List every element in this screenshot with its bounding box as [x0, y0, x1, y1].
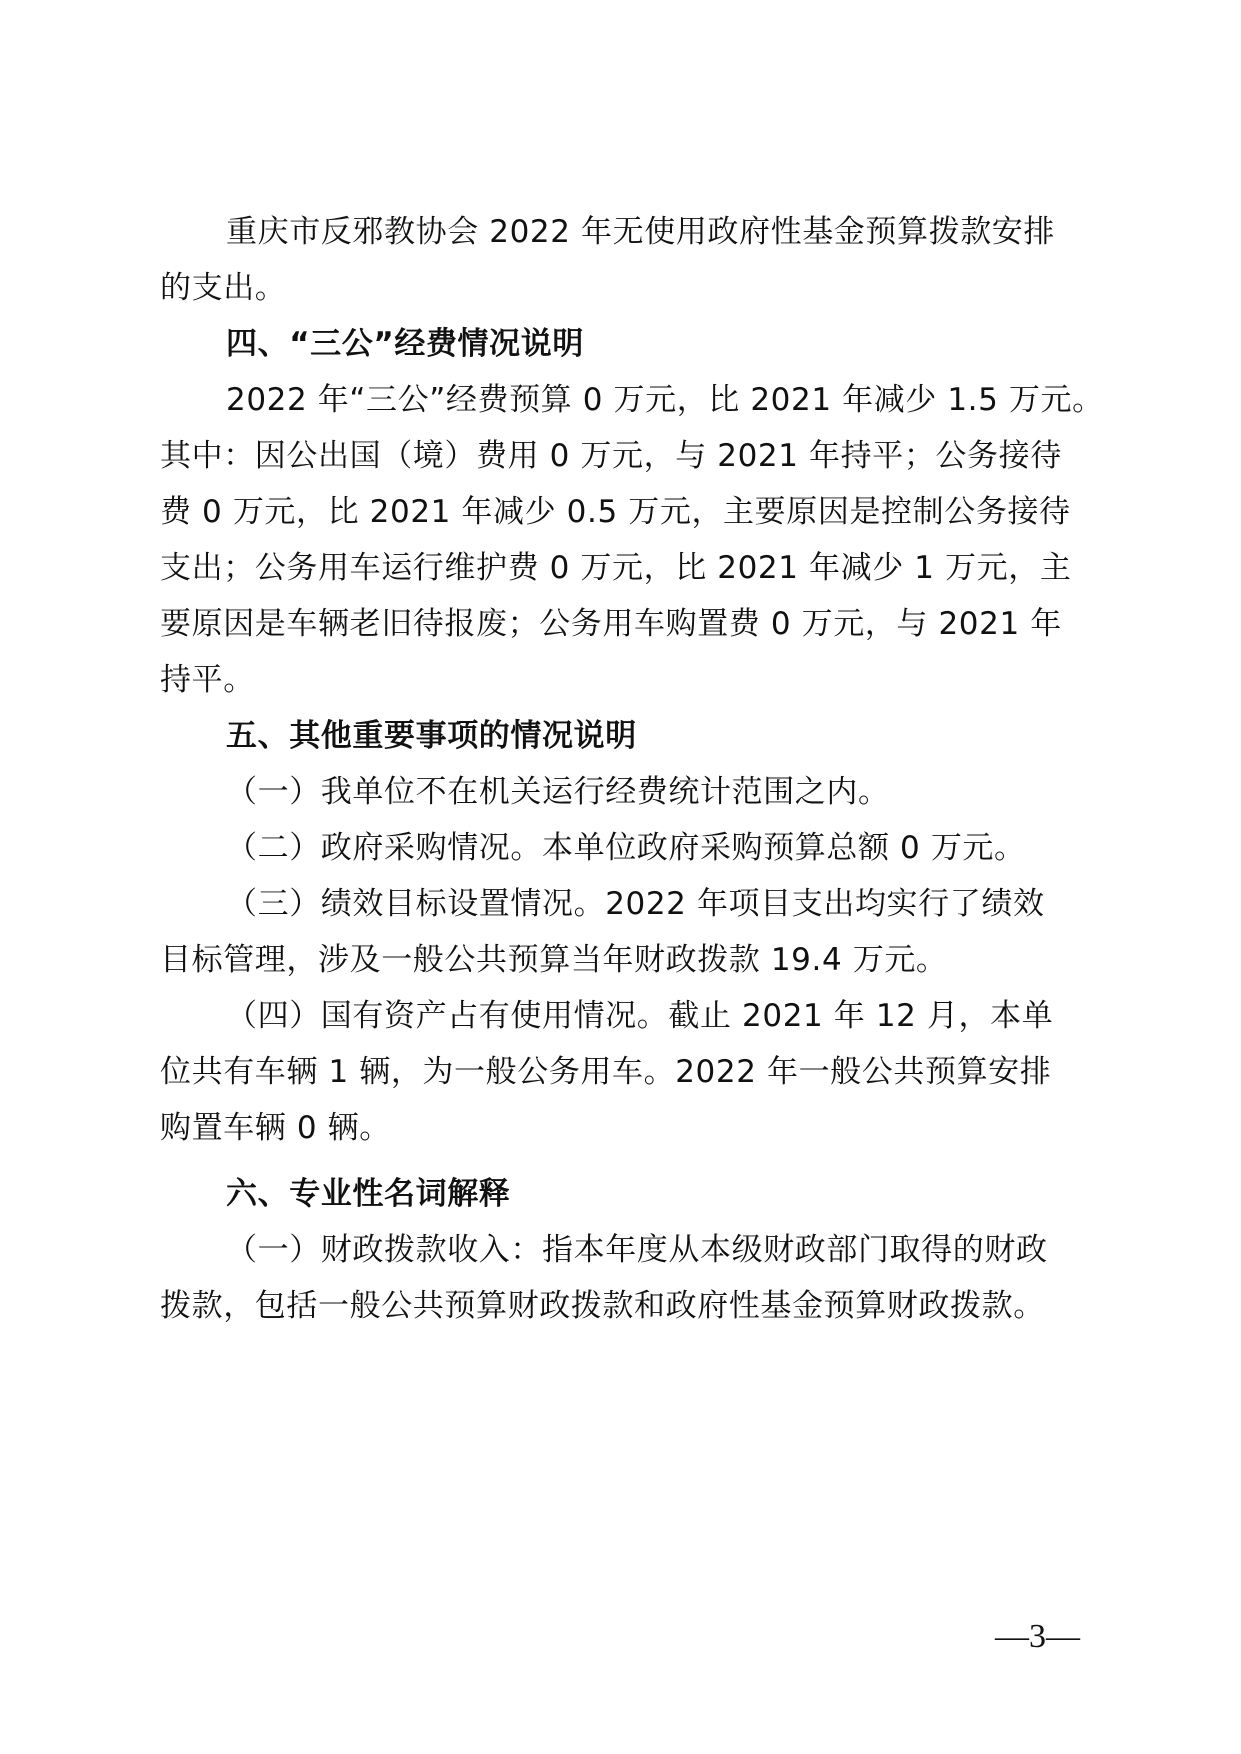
section-5-item-4-line-3: 购置车辆 0 辆。 — [160, 1110, 391, 1146]
intro-line-2: 的支出。 — [160, 270, 287, 306]
section-5-heading: 五、其他重要事项的情况说明 — [226, 718, 637, 754]
section-5-item-4-line-2: 位共有车辆 1 辆，为一般公务用车。2022 年一般公共预算安排 — [160, 1054, 1052, 1090]
section-5-item-2: （二）政府采购情况。本单位政府采购预算总额 0 万元。 — [226, 830, 1026, 866]
section-5-item-4-line-1: （四）国有资产占有使用情况。截止 2021 年 12 月，本单 — [226, 998, 1054, 1034]
section-4-line-1: 2022 年“三公”经费预算 0 万元，比 2021 年减少 1.5 万元。 — [226, 382, 1104, 418]
section-5-item-3-line-1: （三）绩效目标设置情况。2022 年项目支出均实行了绩效 — [226, 886, 1045, 922]
section-4-heading: 四、“三公”经费情况说明 — [226, 326, 584, 362]
section-6-item-1-line-2: 拨款，包括一般公共预算财政拨款和政府性基金预算财政拨款。 — [160, 1288, 1045, 1324]
section-4-line-5: 要原因是车辆老旧待报废；公务用车购置费 0 万元，与 2021 年 — [160, 606, 1062, 642]
section-6-heading: 六、专业性名词解释 — [226, 1176, 511, 1212]
section-4-line-2: 其中：因公出国（境）费用 0 万元，与 2021 年持平；公务接待 — [160, 438, 1062, 474]
section-4-line-3: 费 0 万元，比 2021 年减少 0.5 万元，主要原因是控制公务接待 — [160, 494, 1071, 530]
section-4-line-6: 持平。 — [160, 662, 255, 698]
section-6-item-1-line-1: （一）财政拨款收入：指本年度从本级财政部门取得的财政 — [226, 1232, 1048, 1268]
section-5-item-3-line-2: 目标管理，涉及一般公共预算当年财政拨款 19.4 万元。 — [160, 942, 948, 978]
page-number: —3— — [995, 1618, 1080, 1655]
intro-line-1: 重庆市反邪教协会 2022 年无使用政府性基金预算拨款安排 — [226, 214, 1055, 250]
section-4-line-4: 支出；公务用车运行维护费 0 万元，比 2021 年减少 1 万元，主 — [160, 550, 1072, 586]
section-5-item-1: （一）我单位不在机关运行经费统计范围之内。 — [226, 774, 890, 810]
